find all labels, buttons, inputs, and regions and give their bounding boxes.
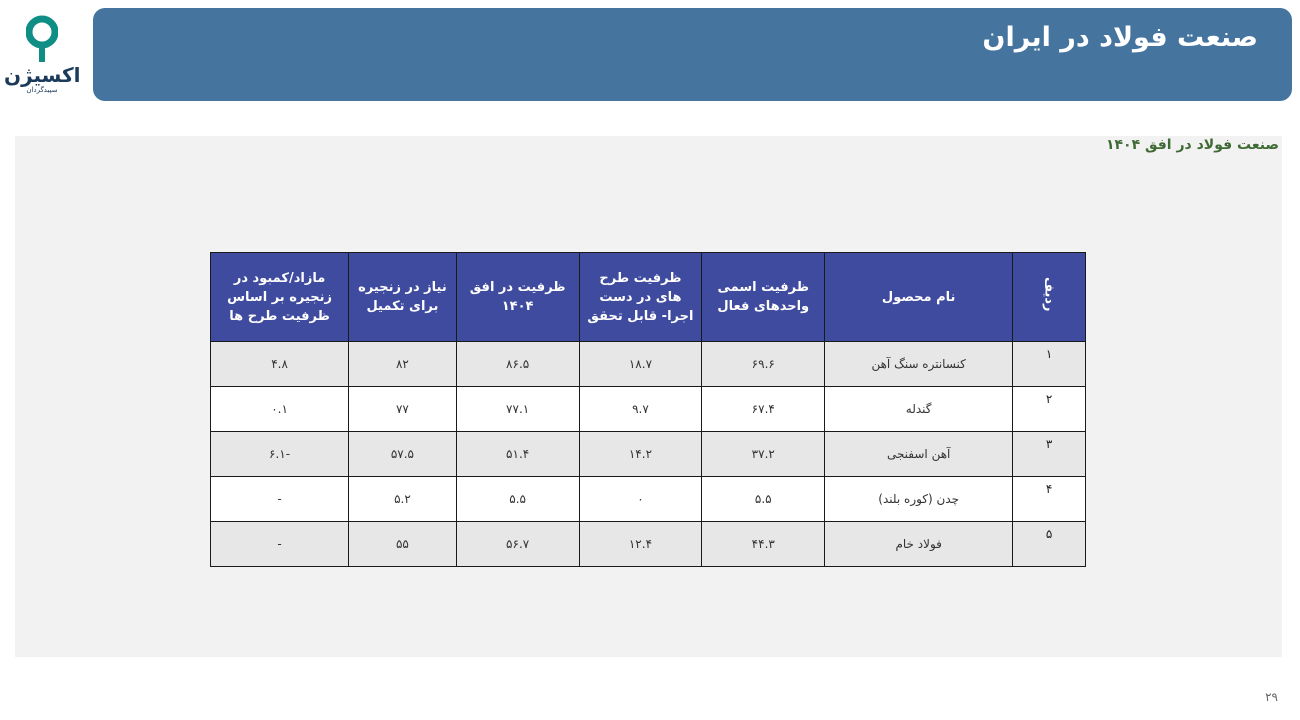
cell-projects-capacity: ۹.۷ (579, 387, 702, 432)
cell-horizon-capacity: ۵۶.۷ (456, 522, 579, 567)
cell-horizon-capacity: ۵.۵ (456, 477, 579, 522)
cell-row-number: ۱ (1013, 342, 1086, 387)
cell-projects-capacity: ۱۸.۷ (579, 342, 702, 387)
cell-surplus-deficit: -۶.۱ (211, 432, 349, 477)
cell-horizon-capacity: ۸۶.۵ (456, 342, 579, 387)
cell-surplus-deficit: ۴.۸ (211, 342, 349, 387)
cell-nominal-capacity: ۴۴.۳ (702, 522, 825, 567)
cell-projects-capacity: ۱۴.۲ (579, 432, 702, 477)
header-horizon-capacity: ظرفیت در افق ۱۴۰۴ (456, 253, 579, 342)
header-bar (93, 8, 1292, 101)
table-row (211, 342, 1086, 387)
cell-product: کنسانتره سنگ آهن (825, 342, 1013, 387)
page-number: ۲۹ (1265, 690, 1278, 704)
cell-row-number: ۴ (1013, 477, 1086, 522)
logo-subtitle: سپیدگردان (26, 86, 58, 94)
cell-row-number: ۲ (1013, 387, 1086, 432)
cell-projects-capacity: ۰ (579, 477, 702, 522)
table-header-row (211, 253, 1086, 342)
cell-horizon-capacity: ۷۷.۱ (456, 387, 579, 432)
header-chain-need: نیاز در زنجیره برای تکمیل (349, 253, 457, 342)
table-row (211, 387, 1086, 432)
header-product: نام محصول (825, 253, 1013, 342)
header-row-number (1013, 253, 1086, 342)
page-title: صنعت فولاد در ایران (982, 22, 1258, 53)
cell-horizon-capacity: ۵۱.۴ (456, 432, 579, 477)
cell-nominal-capacity: ۶۹.۶ (702, 342, 825, 387)
cell-product: چدن (کوره بلند) (825, 477, 1013, 522)
header-projects-capacity: ظرفیت طرح های در دست اجرا- قابل تحقق (579, 253, 702, 342)
logo-name: اکسیژن (4, 63, 81, 87)
cell-chain-need: ۸۲ (349, 342, 457, 387)
cell-nominal-capacity: ۳۷.۲ (702, 432, 825, 477)
cell-chain-need: ۷۷ (349, 387, 457, 432)
table-row (211, 432, 1086, 477)
logo-q-icon (26, 14, 58, 62)
cell-nominal-capacity: ۶۷.۴ (702, 387, 825, 432)
cell-projects-capacity: ۱۲.۴ (579, 522, 702, 567)
header-surplus-deficit: مازاد/کمبود در زنجیره بر اساس ظرفیت طرح ها (211, 253, 349, 342)
section-title: صنعت فولاد در افق ۱۴۰۴ (1105, 137, 1279, 153)
cell-product: گندله (825, 387, 1013, 432)
cell-chain-need: ۵.۲ (349, 477, 457, 522)
company-logo (4, 14, 80, 98)
cell-chain-need: ۵۵ (349, 522, 457, 567)
cell-row-number: ۳ (1013, 432, 1086, 477)
cell-chain-need: ۵۷.۵ (349, 432, 457, 477)
cell-product: فولاد خام (825, 522, 1013, 567)
header-nominal-capacity: ظرفیت اسمی واحدهای فعال (702, 253, 825, 342)
steel-capacity-table (210, 252, 1086, 567)
cell-product: آهن اسفنجی (825, 432, 1013, 477)
cell-surplus-deficit: ۰.۱ (211, 387, 349, 432)
table-row (211, 522, 1086, 567)
table-row (211, 477, 1086, 522)
cell-row-number: ۵ (1013, 522, 1086, 567)
header-row-number-label: ردیف (1041, 276, 1057, 312)
cell-nominal-capacity: ۵.۵ (702, 477, 825, 522)
cell-surplus-deficit: - (211, 522, 349, 567)
cell-surplus-deficit: - (211, 477, 349, 522)
